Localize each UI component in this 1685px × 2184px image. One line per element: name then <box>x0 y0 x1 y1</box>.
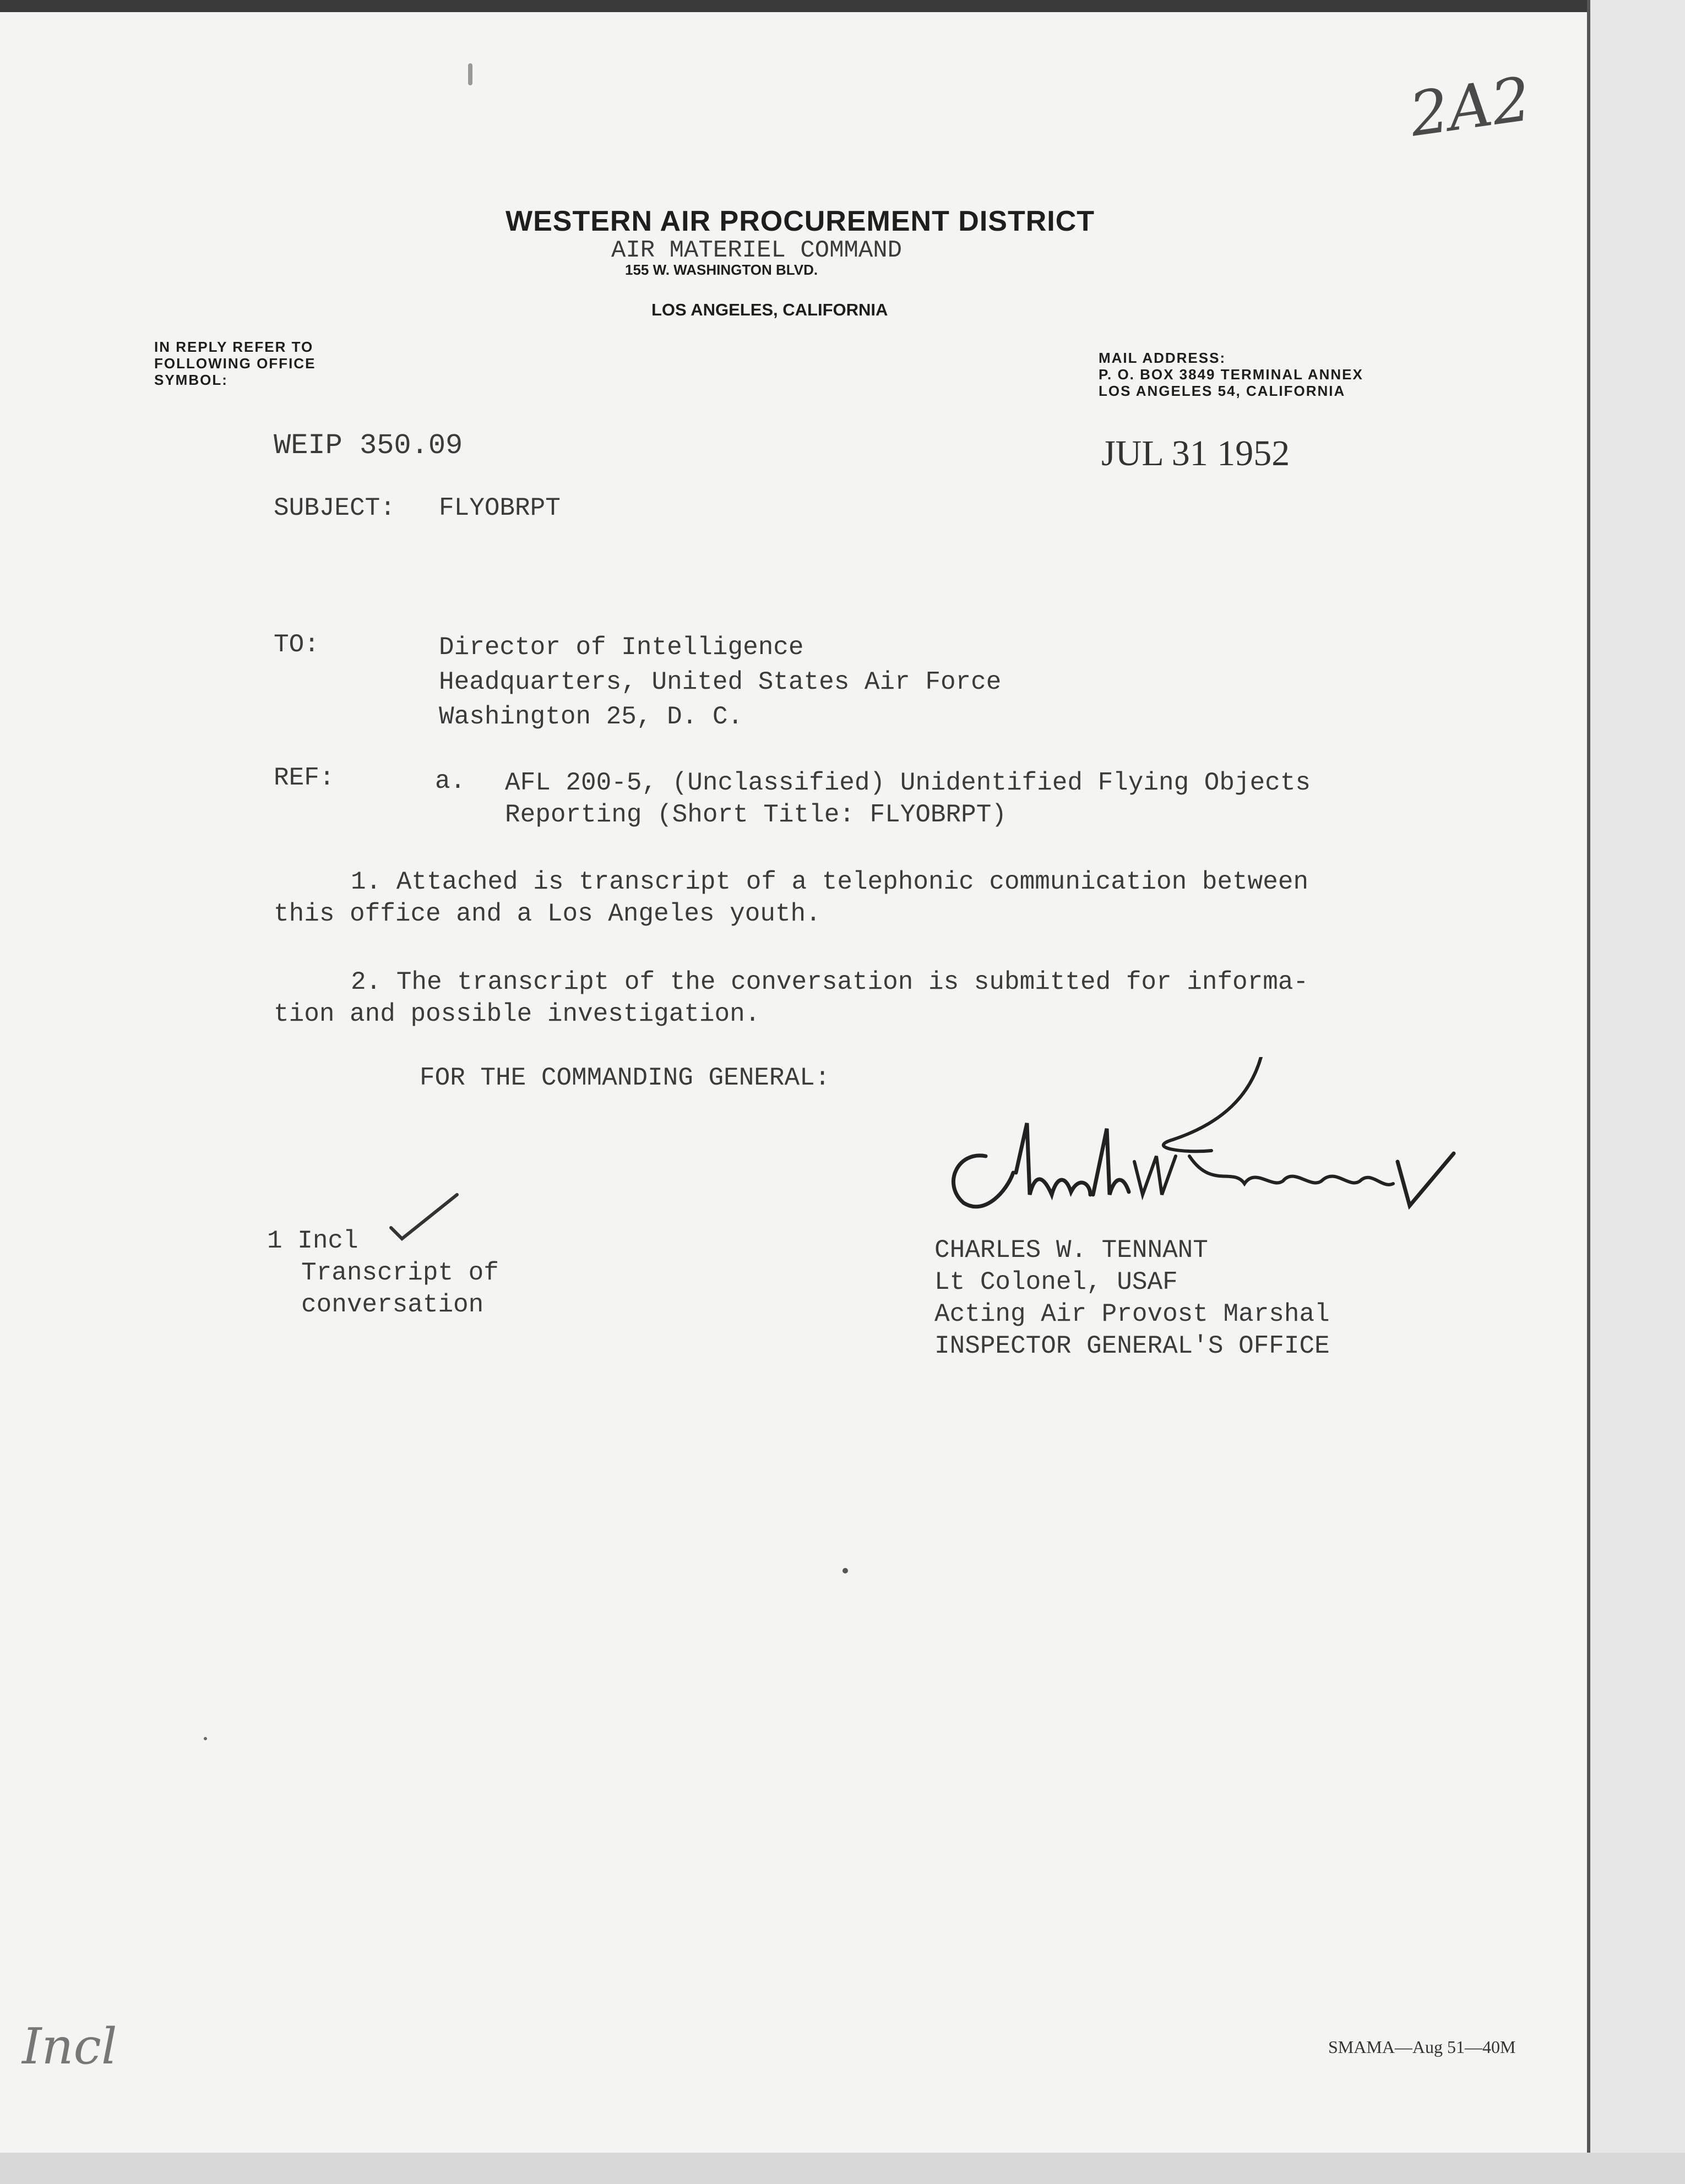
to-address-line: Headquarters, United States Air Force <box>439 668 1002 696</box>
enclosure-block <box>267 1225 499 1321</box>
scan-bottom-edge <box>0 2153 1685 2184</box>
subject-label: SUBJECT: <box>274 494 395 522</box>
paragraph-line: 2. The transcript of the conversation is submitted for informa- <box>351 968 1309 996</box>
signer-office: INSPECTOR GENERAL'S OFFICE <box>934 1332 1330 1360</box>
enclosure-line: conversation <box>301 1290 484 1319</box>
mail-address-line: P. O. BOX 3849 TERMINAL ANNEX <box>1099 366 1363 383</box>
paragraph-line: 1. Attached is transcript of a telephonic communication between <box>351 868 1309 896</box>
form-number: SMAMA—Aug 51—40M <box>1328 2037 1516 2057</box>
scan-speck <box>204 1737 207 1740</box>
to-label: TO: <box>274 630 319 659</box>
letterhead-command: AIR MATERIEL COMMAND <box>611 237 903 264</box>
paragraph-line: tion and possible investigation. <box>274 1000 760 1028</box>
signature-block <box>934 1234 1330 1362</box>
date-stamp: JUL 31 1952 <box>1101 433 1290 473</box>
ref-item-letter: a. <box>435 767 466 796</box>
enclosure-count: 1 Incl <box>267 1227 358 1255</box>
margin-handwritten-note: Incl <box>22 2018 117 2076</box>
signer-title: Acting Air Provost Marshal <box>934 1300 1330 1328</box>
closing-line: FOR THE COMMANDING GENERAL: <box>420 1064 830 1092</box>
ref-text-line: AFL 200-5, (Unclassified) Unidentified Flying Objects <box>505 769 1311 797</box>
signer-name: CHARLES W. TENNANT <box>934 1236 1208 1265</box>
paragraph-line: this office and a Los Angeles youth. <box>274 900 821 928</box>
subject-value: FLYOBRPT <box>439 494 561 522</box>
scan-top-edge <box>0 0 1685 12</box>
letterhead-street: 155 W. WASHINGTON BLVD. <box>625 262 818 278</box>
reply-refer-block <box>154 339 316 388</box>
reply-refer-line: FOLLOWING OFFICE <box>154 355 316 372</box>
ref-text <box>505 767 1311 831</box>
to-address-line: Washington 25, D. C. <box>439 702 743 731</box>
ref-text-line: Reporting (Short Title: FLYOBRPT) <box>505 800 1007 829</box>
mail-address-line: MAIL ADDRESS: <box>1099 350 1226 366</box>
letterhead-org-name: WESTERN AIR PROCUREMENT DISTRICT <box>506 205 1095 237</box>
handwritten-signature <box>925 1057 1476 1244</box>
ref-label: REF: <box>274 764 335 792</box>
corner-handwritten-mark: 2A2 <box>1405 63 1535 150</box>
enclosure-line: Transcript of <box>301 1259 499 1287</box>
mail-address-block <box>1099 350 1363 399</box>
check-mark <box>385 1189 463 1244</box>
scan-speck <box>843 1568 848 1573</box>
reply-refer-line: IN REPLY REFER TO <box>154 339 314 355</box>
to-address <box>439 630 1001 734</box>
paragraph-2 <box>274 966 1308 1030</box>
office-symbol: WEIP 350.09 <box>274 429 463 462</box>
letterhead-city: LOS ANGELES, CALIFORNIA <box>651 300 888 319</box>
to-address-line: Director of Intelligence <box>439 633 804 662</box>
mail-address-line: LOS ANGELES 54, CALIFORNIA <box>1099 383 1346 399</box>
paragraph-1 <box>274 866 1308 930</box>
scan-speck <box>468 63 472 85</box>
signer-rank: Lt Colonel, USAF <box>934 1268 1178 1297</box>
scan-right-margin <box>1590 0 1685 2184</box>
reply-refer-line: SYMBOL: <box>154 372 228 388</box>
